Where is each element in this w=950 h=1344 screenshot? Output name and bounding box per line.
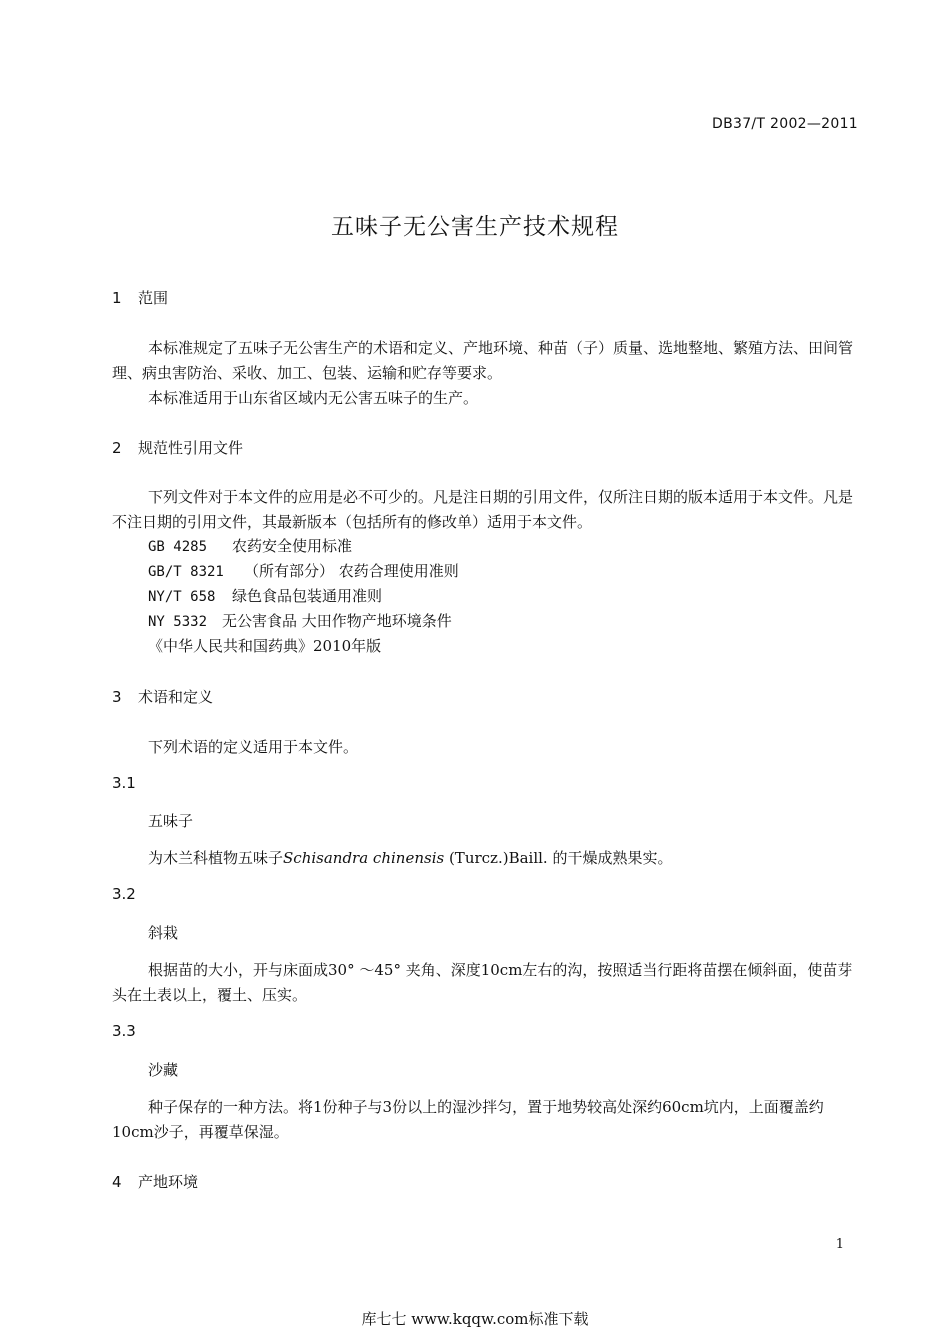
- term-3-1-definition: [112, 846, 860, 871]
- reference-title: 无公害食品 大田作物产地环境条件: [222, 612, 452, 630]
- section-number: 3: [112, 688, 122, 706]
- reference-item: [148, 610, 452, 631]
- section-2-heading: [112, 437, 243, 458]
- term-3-2-number: 3.2: [112, 885, 136, 903]
- reference-title: 绿色食品包装通用准则: [232, 587, 383, 605]
- page-number: 1: [835, 1237, 844, 1252]
- document-title: 五味子无公害生产技术规程: [331, 214, 619, 240]
- section-1-paragraph-2: 本标准适用于山东省区域内无公害五味子的生产。: [148, 389, 479, 407]
- reference-code: NY/T 658: [148, 589, 216, 605]
- section-title: 规范性引用文件: [138, 439, 244, 457]
- term-3-3-definition: 种子保存的一种方法。将1份种子与3份以上的湿沙拌匀，置于地势较高处深约60cm坑内，上面覆盖约10cm沙子，再覆草保湿。: [112, 1098, 824, 1141]
- section-title: 范围: [138, 289, 169, 307]
- section-number: 1: [112, 289, 122, 307]
- section-number: 4: [112, 1173, 122, 1191]
- term-3-2-definition: 根据苗的大小，开与床面成30° ～45° 夹角、深度10cm左右的沟，按照适当行距将苗摆在倾斜面，使苗芽头在土表以上，覆土、压实。: [112, 961, 853, 1004]
- section-3-heading: [112, 686, 213, 707]
- section-title: 产地环境: [138, 1173, 199, 1191]
- term-3-1-number: 3.1: [112, 774, 136, 792]
- section-1-paragraph-1: 本标准规定了五味子无公害生产的术语和定义、产地环境、种苗（子）质量、选地整地、繁殖方法、田间管理、病虫害防治、采收、加工、包装、运输和贮存等要求。: [112, 339, 854, 382]
- section-1-heading: [112, 287, 168, 308]
- definition-text: (Turcz.)Baill. 的干燥成熟果实。: [444, 849, 673, 867]
- reference-code: NY 5332: [148, 614, 208, 630]
- reference-item: [148, 585, 382, 606]
- section-2-paragraph-1: 下列文件对于本文件的应用是必不可少的。凡是注日期的引用文件，仅所注日期的版本适用于本文件。凡是不注日期的引用文件，其最新版本（包括所有的修改单）适用于本文件。: [112, 488, 854, 531]
- reference-item-pharmacopoeia: 《中华人民共和国药典》2010年版: [148, 637, 382, 655]
- section-number: 2: [112, 439, 122, 457]
- term-3-3-number: 3.3: [112, 1022, 136, 1040]
- term-3-2-name: 斜栽: [148, 924, 179, 942]
- reference-item: [148, 560, 459, 581]
- term-3-3-name: 沙藏: [148, 1061, 179, 1079]
- reference-title: 农药安全使用标准: [232, 537, 353, 555]
- section-title: 术语和定义: [138, 688, 214, 706]
- latin-name: Schisandra chinensis: [283, 849, 445, 867]
- footer-watermark: 库七七 www.kqqw.com标准下载: [361, 1310, 589, 1328]
- reference-item: [148, 535, 352, 556]
- reference-code: GB 4285: [148, 539, 208, 555]
- definition-text: 为木兰科植物五味子: [148, 849, 284, 867]
- reference-code: GB/T 8321: [148, 564, 224, 580]
- reference-title: （所有部分） 农药合理使用准则: [244, 562, 459, 580]
- section-4-heading: [112, 1171, 198, 1192]
- document-code: DB37/T 2002—2011: [712, 116, 858, 132]
- section-3-paragraph-1: 下列术语的定义适用于本文件。: [148, 738, 359, 756]
- term-3-1-name: 五味子: [148, 812, 194, 830]
